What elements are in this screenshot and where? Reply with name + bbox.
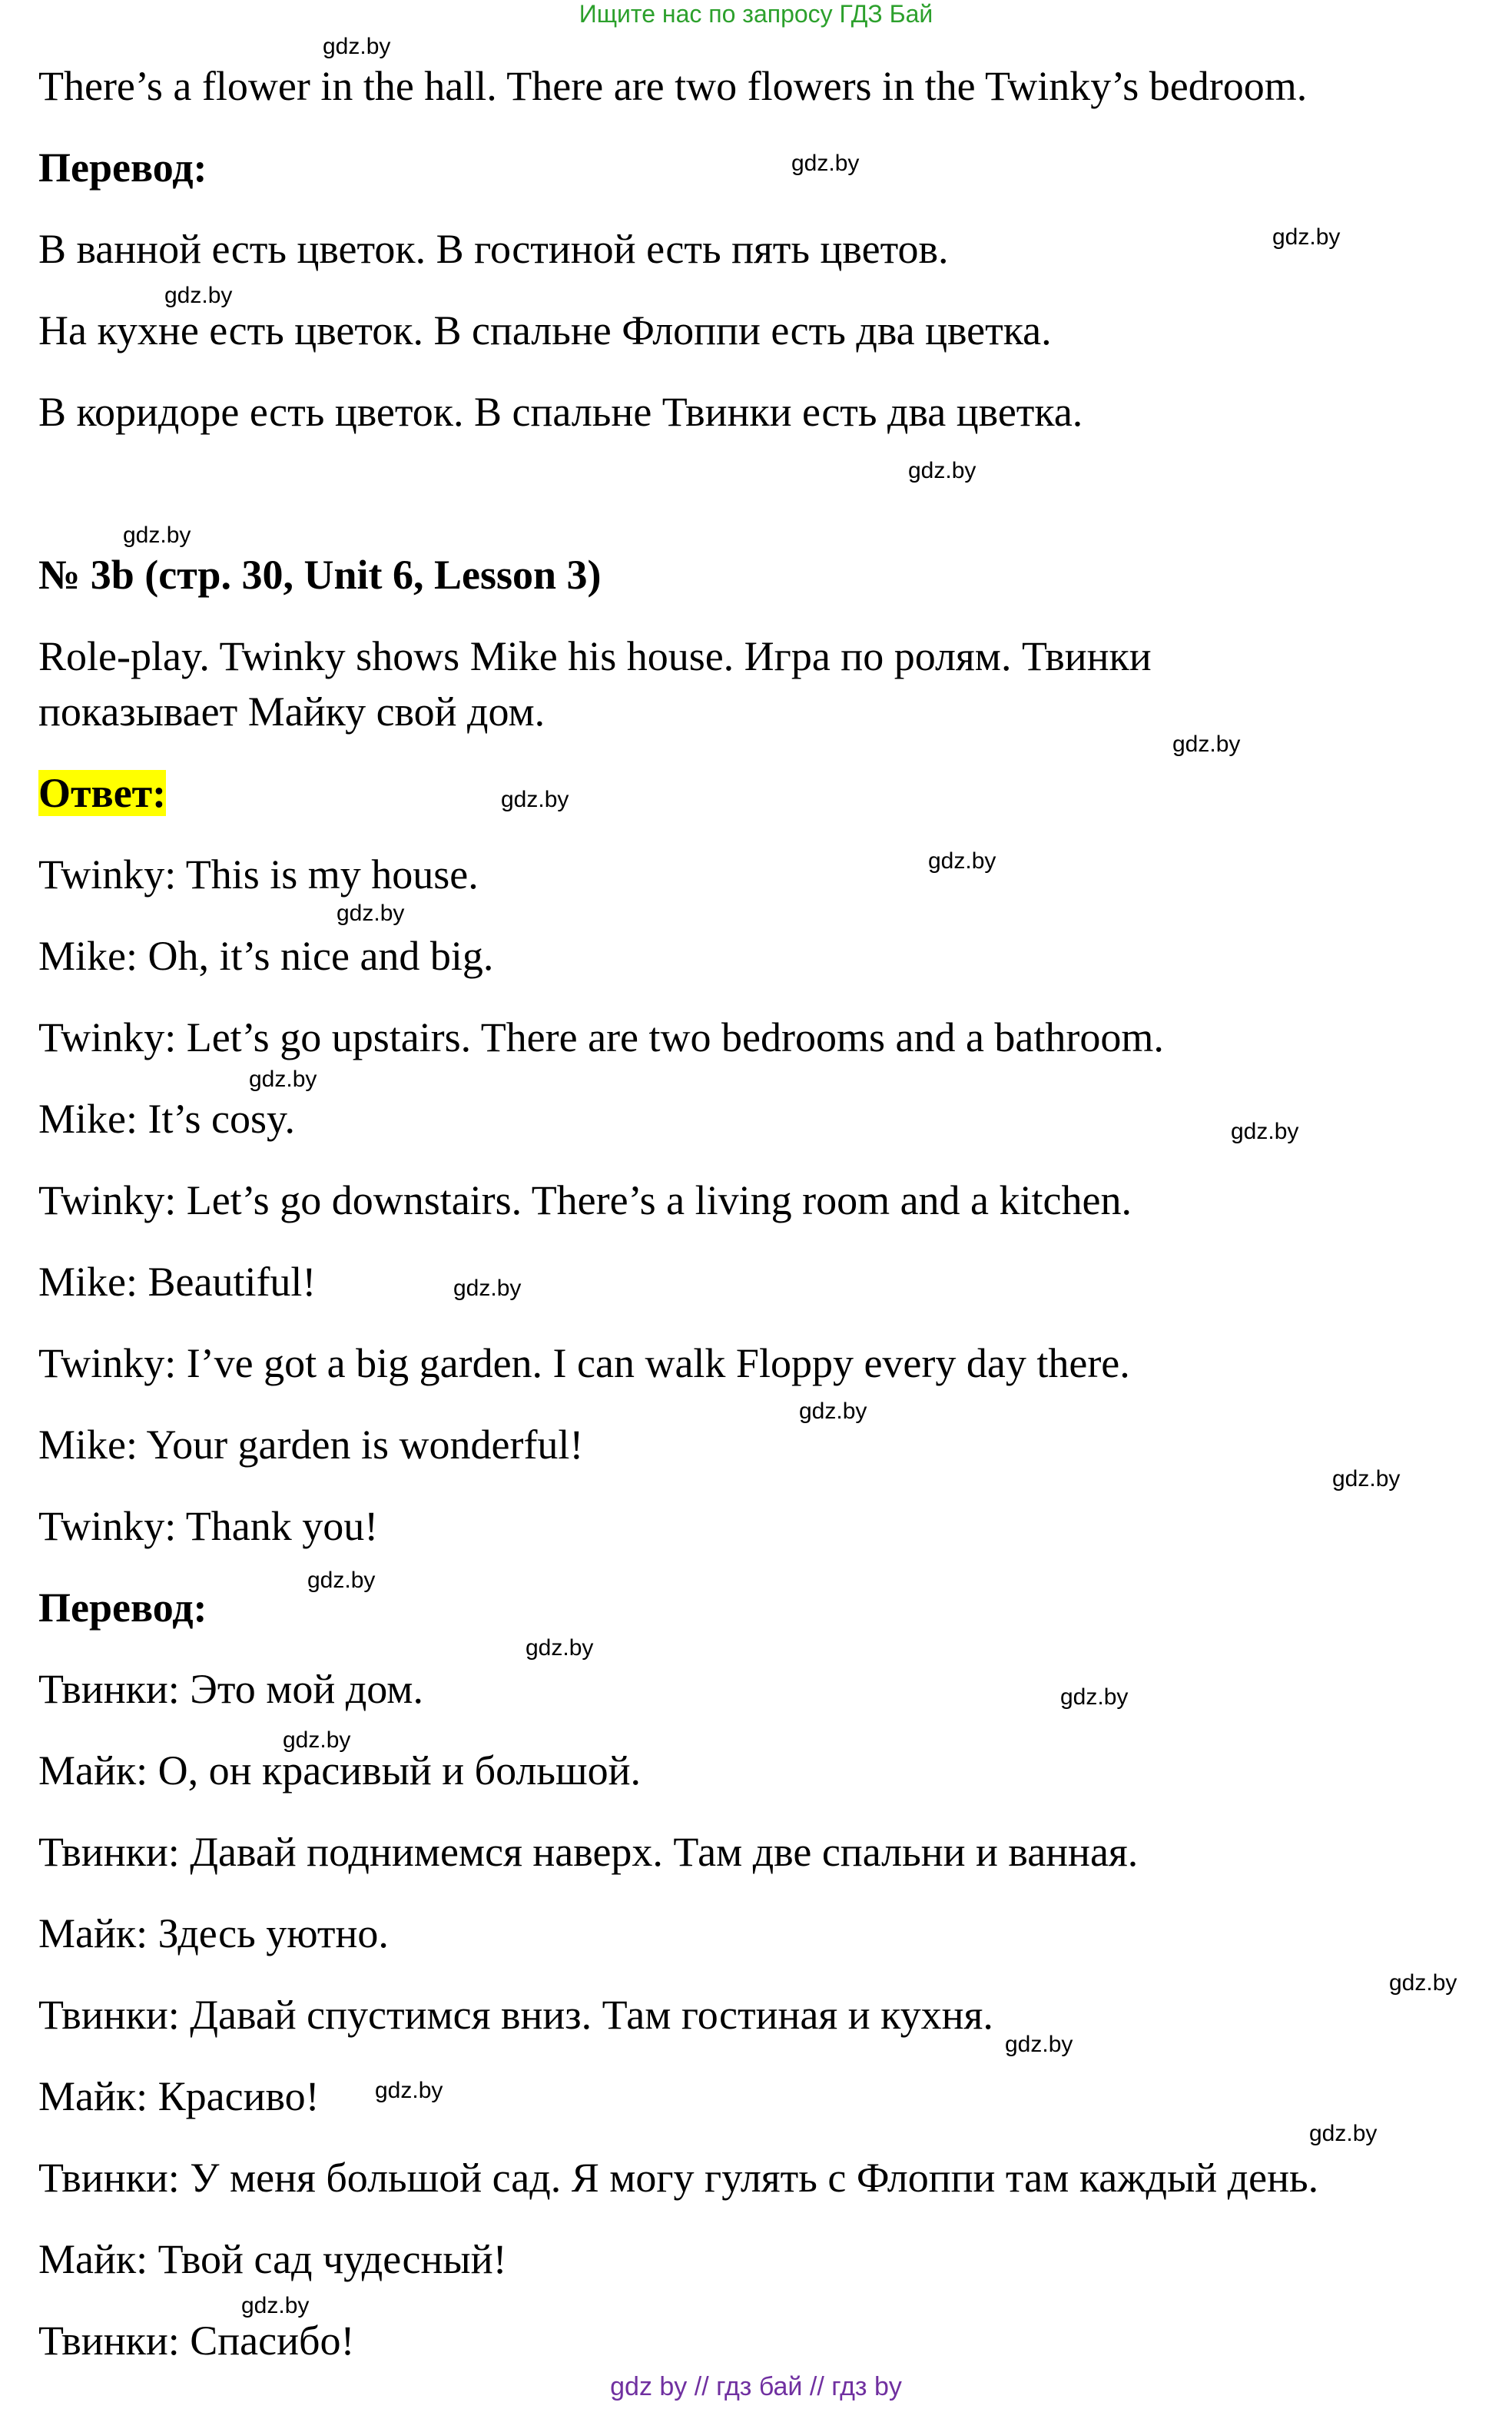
dialogue-line: Майк: Твой сад чудесный! [38, 2236, 507, 2282]
dialogue-line: Твинки: Спасибо! [38, 2318, 355, 2364]
watermark: gdz.by [1231, 1119, 1299, 1144]
dialogue-line: Mike: Oh, it’s nice and big. [38, 933, 494, 979]
top-banner: Ищите нас по запросу ГДЗ Бай [579, 0, 933, 28]
answer-label: Ответ: [38, 770, 167, 816]
watermark: gdz.by [1332, 1466, 1401, 1492]
watermark: gdz.by [928, 848, 996, 874]
watermark: gdz.by [323, 34, 391, 59]
watermark: gdz.by [526, 1635, 594, 1661]
watermark: gdz.by [453, 1276, 522, 1301]
watermark: gdz.by [249, 1067, 317, 1092]
task-text: показывает Майку свой дом. [38, 689, 545, 735]
text-line: В коридоре есть цветок. В спальне Твинки есть два цветка. [38, 389, 1083, 435]
watermark: gdz.by [1389, 1970, 1457, 1996]
watermark: gdz.by [1272, 224, 1341, 250]
watermark: gdz.by [164, 283, 233, 308]
translation-heading: Перевод: [38, 144, 207, 191]
dialogue-line: Твинки: У меня большой сад. Я могу гулять с Флоппи там каждый день. [38, 2155, 1319, 2201]
dialogue-line: Twinky: I’ve got a big garden. I can walk Floppy every day there. [38, 1340, 1130, 1386]
dialogue-line: Twinky: This is my house. [38, 851, 479, 898]
text-line: There’s a flower in the hall. There are two flowers in the Twinky’s bedroom. [38, 63, 1308, 109]
watermark: gdz.by [241, 2293, 310, 2318]
watermark: gdz.by [1309, 2121, 1378, 2146]
watermark: gdz.by [1005, 2032, 1073, 2057]
watermark: gdz.by [1172, 732, 1241, 757]
dialogue-line: Майк: О, он красивый и большой. [38, 1747, 641, 1793]
watermark: gdz.by [337, 901, 405, 926]
translation-heading: Перевод: [38, 1584, 207, 1631]
dialogue-line: Майк: Красиво! [38, 2073, 320, 2119]
dialogue-line: Twinky: Thank you! [38, 1503, 379, 1549]
text-line: В ванной есть цветок. В гостиной есть пять цветов. [38, 226, 949, 272]
dialogue-line: Twinky: Let’s go upstairs. There are two bedrooms and a bathroom. [38, 1014, 1164, 1060]
dialogue-line: Твинки: Это мой дом. [38, 1666, 423, 1712]
text-line: На кухне есть цветок. В спальне Флоппи есть два цветка. [38, 307, 1052, 353]
dialogue-line: Mike: Your garden is wonderful! [38, 1422, 584, 1468]
dialogue-line: Twinky: Let’s go downstairs. There’s a living room and a kitchen. [38, 1177, 1132, 1223]
answer-heading [38, 768, 166, 818]
watermark: gdz.by [1060, 1684, 1129, 1710]
task-text: Role-play. Twinky shows Mike his house. Игра по ролям. Твинки [38, 633, 1152, 679]
dialogue-line: Твинки: Давай спустимся вниз. Там гостиная и кухня. [38, 1992, 993, 2038]
watermark: gdz.by [283, 1727, 351, 1753]
watermark: gdz.by [375, 2078, 443, 2103]
footer-links: gdz by // гдз бай // гдз by [610, 2372, 902, 2401]
watermark: gdz.by [501, 787, 569, 812]
dialogue-line: Твинки: Давай поднимемся наверх. Там две спальни и ванная. [38, 1829, 1139, 1875]
dialogue-line: Майк: Здесь уютно. [38, 1910, 389, 1956]
exercise-heading: № 3b (стр. 30, Unit 6, Lesson 3) [38, 552, 602, 598]
dialogue-line: Mike: Beautiful! [38, 1259, 317, 1305]
watermark: gdz.by [123, 523, 191, 548]
watermark: gdz.by [791, 151, 860, 176]
dialogue-line: Mike: It’s cosy. [38, 1096, 295, 1142]
watermark: gdz.by [908, 458, 976, 483]
watermark: gdz.by [307, 1568, 376, 1593]
watermark: gdz.by [799, 1399, 867, 1424]
